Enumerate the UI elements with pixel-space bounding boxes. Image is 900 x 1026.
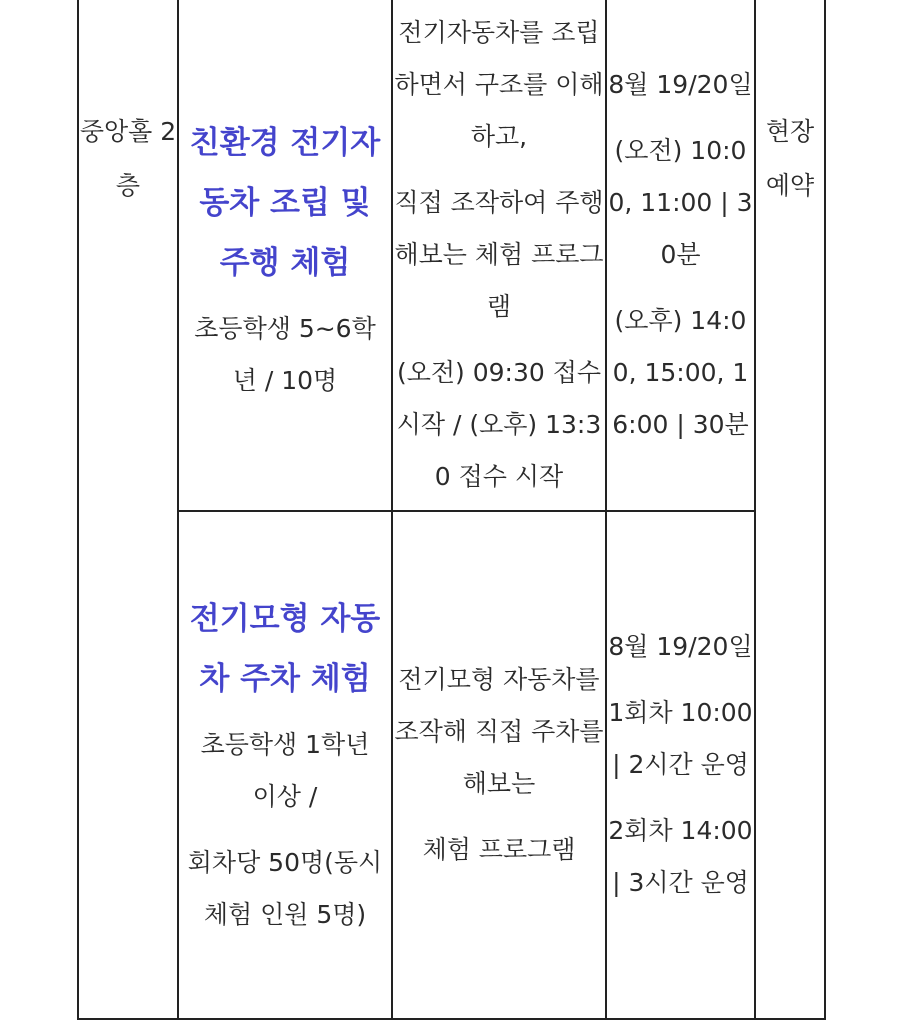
- reservation-text: 현장 예약: [765, 117, 815, 200]
- reservation-cell: [755, 0, 825, 1019]
- location-text: 중앙홀 2층: [79, 117, 177, 200]
- target-line: 초등학생 5~6학년 / 10명: [194, 314, 376, 395]
- description-line: 직접 조작하여 주행해보는 체험 프로그램: [394, 188, 604, 321]
- program-title: 친환경 전기자동차 조립 및 주행 체험: [189, 125, 381, 281]
- schedule-cell: [606, 0, 755, 511]
- program-cell: [178, 0, 392, 511]
- left-margin-cell: [0, 0, 78, 1019]
- target-line: 초등학생 1학년 이상 /: [200, 730, 370, 811]
- schedule-line: (오후) 14:00, 15:00, 16:00 | 30분: [612, 306, 749, 439]
- schedule-line: (오전) 10:00, 11:00 | 30분: [608, 136, 753, 269]
- schedule-line: 2회차 14:00 | 3시간 운영: [608, 816, 753, 897]
- description-line: 전기모형 자동차를 조작해 직접 주차를 해보는: [394, 665, 604, 798]
- schedule-line: 8월 19/20일: [608, 632, 753, 661]
- program-target: [185, 719, 385, 941]
- description-cell: [392, 511, 606, 1019]
- target-line: 회차당 50명(동시체험 인원 5명): [187, 848, 383, 929]
- program-target: [185, 303, 385, 407]
- description-line: (오전) 09:30 접수 시작 / (오후) 13:30 접수 시작: [396, 358, 602, 491]
- schedule-line: 8월 19/20일: [608, 70, 753, 99]
- location-cell: [78, 0, 178, 1019]
- description-cell: [392, 0, 606, 511]
- description-line: 전기자동차를 조립하면서 구조를 이해하고,: [394, 18, 604, 151]
- schedule-line: 1회차 10:00 | 2시간 운영: [608, 698, 753, 779]
- table-row: [0, 0, 825, 511]
- program-title: 전기모형 자동차 주차 체험: [189, 601, 381, 697]
- description-line: 체험 프로그램: [422, 835, 576, 864]
- program-cell: [178, 511, 392, 1019]
- schedule-cell: [606, 511, 755, 1019]
